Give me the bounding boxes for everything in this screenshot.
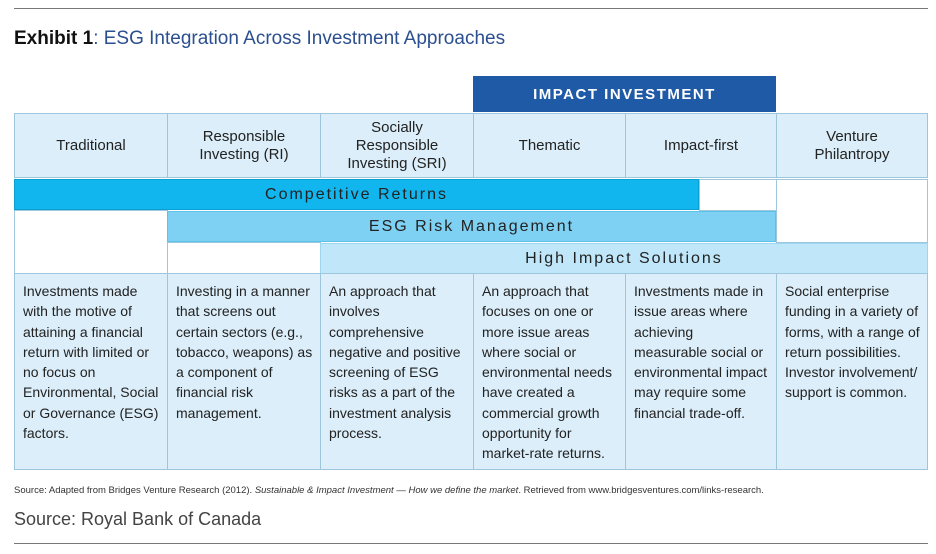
description-venture-philantropy: Social enterprise funding in a variety of forms, with a range of return possibilities. Investor involvement/ support is common.: [776, 273, 928, 470]
bottom-rule: [14, 543, 928, 544]
exhibit-label: Exhibit 1: [14, 28, 94, 49]
competitive-returns-bar: Competitive Returns: [14, 179, 699, 210]
blank-cell-impact-first-row1: [699, 179, 777, 211]
source-note-publication: Sustainable & Impact Investment — How we define the market: [254, 485, 519, 496]
adapted-source-note: [14, 485, 764, 496]
impact-investment-header: IMPACT INVESTMENT: [473, 76, 776, 112]
description-traditional: Investments made with the motive of attaining a financial return with limited or no focus on Environmental, Social or Governance (ESG) factors.: [14, 273, 168, 470]
top-rule: [14, 8, 928, 9]
header-venture-philantropy: Venture Philantropy: [776, 113, 928, 178]
high-impact-solutions-bar: High Impact Solutions: [320, 243, 928, 274]
header-impact-first: Impact-first: [625, 113, 777, 178]
blank-cell-traditional-rows2-3: [14, 210, 168, 274]
blank-cell-ri-row3: [167, 242, 321, 274]
header-responsible-investing: Responsible Investing (RI): [167, 113, 321, 178]
source-note-prefix: Source: Adapted from Bridges Venture Research (2012).: [14, 485, 255, 496]
blank-cell-venture-rows1-2: [776, 179, 928, 243]
description-socially-responsible-investing: An approach that involves comprehensive negative and positive screening of ESG risks as a part of the investment analysis process.: [320, 273, 474, 470]
description-impact-first: Investments made in issue areas where achieving measurable social or environmental impact may require some financial trade-off.: [625, 273, 777, 470]
exhibit-separator: :: [93, 28, 104, 49]
header-socially-responsible-investing: Socially Responsible Investing (SRI): [320, 113, 474, 178]
header-traditional: Traditional: [14, 113, 168, 178]
header-thematic: Thematic: [473, 113, 626, 178]
source-line: Source: Royal Bank of Canada: [14, 509, 262, 529]
description-thematic: An approach that focuses on one or more issue areas where social or environmental needs have created a commercial growth opportunity for market-rate returns.: [473, 273, 626, 470]
exhibit-title: [14, 28, 505, 50]
source-note-suffix: . Retrieved from www.bridgesventures.com/links-research.: [518, 485, 764, 496]
description-responsible-investing: Investing in a manner that screens out certain sectors (e.g., tobacco, weapons) as a component of financial risk management.: [167, 273, 321, 470]
exhibit-title-text: ESG Integration Across Investment Approaches: [103, 28, 506, 49]
esg-risk-management-bar: ESG Risk Management: [167, 211, 776, 242]
